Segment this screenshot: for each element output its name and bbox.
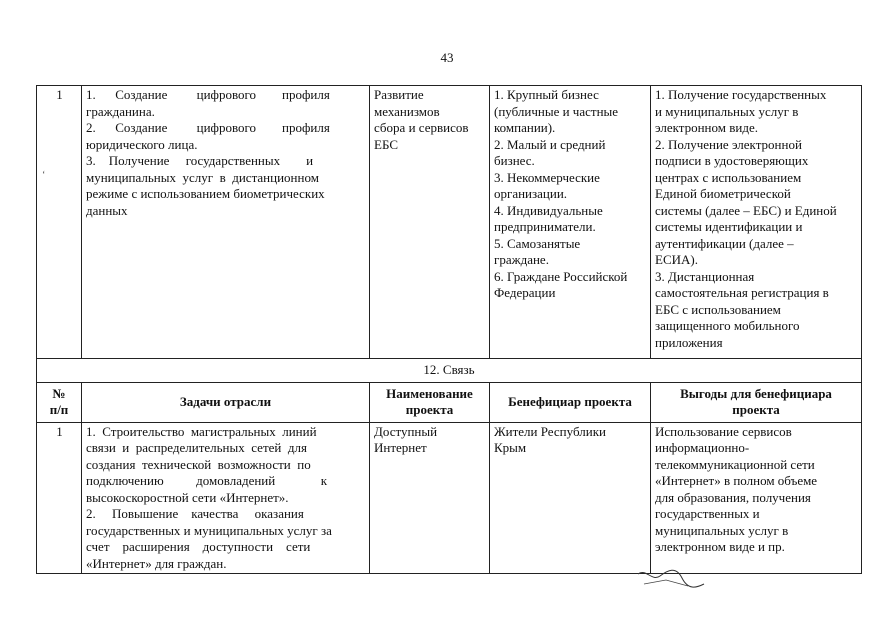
- text-line: Жители Республики: [494, 423, 606, 439]
- text-line: государственных и: [655, 506, 760, 521]
- table-row: [37, 86, 862, 359]
- text-line: предприниматели.: [494, 219, 596, 234]
- text-line: 2. Малый и средний: [494, 136, 606, 152]
- text-line: центрах с использованием: [655, 169, 802, 185]
- text-line: телекоммуникационной сети: [655, 456, 815, 472]
- text-line: государственных и муниципальных услуг за: [86, 522, 332, 538]
- project-cell: [370, 86, 490, 359]
- text-line: и муниципальных услуг в: [655, 103, 799, 119]
- row-number: 1: [37, 422, 82, 574]
- header-row: [37, 382, 862, 422]
- header-text: проекта: [405, 402, 454, 417]
- header-beneficiary: [490, 382, 651, 422]
- beneficiary-cell: [490, 86, 651, 359]
- header-text: Задачи отрасли: [179, 393, 272, 409]
- text-line: ЕБС с использованием: [655, 301, 781, 317]
- text-line: счет расширения доступности сети: [86, 539, 311, 554]
- text-line: Единой биометрической: [655, 186, 791, 201]
- text-line: защищенного мобильного: [655, 318, 800, 333]
- text-line: 4. Индивидуальные: [494, 202, 603, 218]
- text-line: электронном виде.: [655, 120, 758, 135]
- text-line: «Интернет» в полном объеме: [655, 473, 818, 488]
- header-text: Наименование: [386, 385, 473, 401]
- text-line: (публичные и частные: [494, 103, 619, 119]
- text-line: муниципальных услуг в: [655, 522, 789, 538]
- text-line: «Интернет» для граждан.: [86, 555, 227, 571]
- text-line: самостоятельная регистрация в: [655, 285, 829, 300]
- text-line: создания технической возможности по: [86, 456, 311, 472]
- header-text: №: [52, 385, 66, 401]
- text-line: ЕБС: [374, 136, 398, 152]
- text-line: данных: [86, 202, 128, 218]
- row-number: 1: [37, 86, 82, 359]
- tasks-cell: [82, 422, 370, 574]
- beneficiary-cell: [490, 422, 651, 574]
- text-line: Крым: [494, 440, 527, 455]
- text-line: 1. Крупный бизнес: [494, 87, 599, 102]
- text-line: аутентификации (далее –: [655, 235, 794, 251]
- text-line: 5. Самозанятые: [494, 235, 581, 251]
- header-text: п/п: [49, 402, 69, 417]
- table-row: [37, 422, 862, 574]
- benefits-cell: [651, 422, 862, 574]
- text-line: организации.: [494, 186, 568, 201]
- text-line: электронном виде и пр.: [655, 539, 785, 554]
- text-line: 1. Получение государственных: [655, 87, 827, 102]
- text-line: 2. Создание цифрового профиля: [86, 120, 330, 135]
- text-line: граждане.: [494, 252, 549, 267]
- text-line: Интернет: [374, 440, 427, 455]
- text-line: системы (далее – ЕБС) и Единой: [655, 202, 837, 218]
- text-line: бизнес.: [494, 153, 535, 168]
- tasks-cell: [82, 86, 370, 359]
- text-line: 3. Дистанционная: [655, 268, 755, 284]
- text-line: для образования, получения: [655, 489, 811, 505]
- text-line: 1. Строительство магистральных линий: [86, 423, 317, 439]
- text-line: Развитие: [374, 87, 424, 102]
- text-line: подписи в удостоверяющих: [655, 153, 809, 168]
- project-cell: [370, 422, 490, 574]
- text-line: Федерации: [494, 285, 556, 300]
- text-line: гражданина.: [86, 103, 155, 119]
- header-tasks: [82, 382, 370, 422]
- section-row: [37, 359, 862, 383]
- header-benefits: [651, 382, 862, 422]
- projects-table: [36, 85, 862, 574]
- header-project: [370, 382, 490, 422]
- text-line: системы идентификации и: [655, 219, 803, 234]
- text-line: режиме с использованием биометрических: [86, 186, 325, 201]
- section-title: 12. Связь: [37, 359, 862, 383]
- header-text: Бенефициар проекта: [508, 393, 632, 409]
- text-line: информационно-: [655, 440, 750, 455]
- text-line: 3. Некоммерческие: [494, 169, 600, 185]
- text-line: приложения: [655, 334, 723, 350]
- header-text: Выгоды для бенефициара: [680, 385, 832, 401]
- page-number: 43: [440, 50, 454, 65]
- text-line: 3. Получение государственных и: [86, 153, 314, 168]
- benefits-cell: [651, 86, 862, 359]
- text-line: ЕСИА).: [655, 252, 698, 267]
- text-line: подключению домовладений к: [86, 473, 328, 488]
- text-line: сбора и сервисов: [374, 120, 469, 135]
- text-line: 6. Граждане Российской: [494, 268, 628, 284]
- text-line: муниципальных услуг в дистанционном: [86, 169, 319, 185]
- pen-scribble-icon: [636, 562, 706, 590]
- text-line: Доступный: [374, 423, 438, 439]
- text-line: компании).: [494, 120, 556, 135]
- text-line: юридического лица.: [86, 136, 198, 152]
- text-line: механизмов: [374, 103, 440, 119]
- text-line: 1. Создание цифрового профиля: [86, 87, 330, 102]
- header-text: проекта: [732, 402, 780, 417]
- margin-tick-icon: ‘: [42, 170, 46, 181]
- text-line: Использование сервисов: [655, 423, 792, 439]
- text-line: 2. Повышение качества оказания: [86, 506, 304, 521]
- text-line: связи и распределительных сетей для: [86, 440, 307, 455]
- header-num: [37, 382, 82, 422]
- text-line: высокоскоростной сети «Интернет».: [86, 489, 289, 505]
- text-line: 2. Получение электронной: [655, 136, 802, 152]
